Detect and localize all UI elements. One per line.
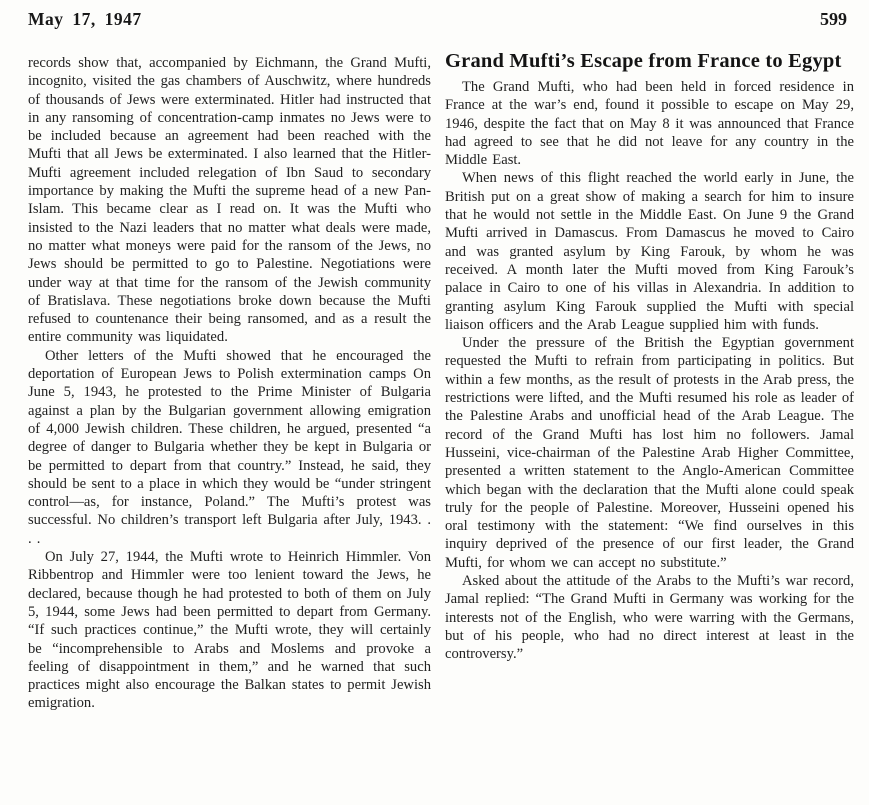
text-columns [28, 50, 854, 713]
body-paragraph: On July 27, 1944, the Mufti wrote to Heinrich Himmler. Von Ribbentrop and Himmler were too lenient toward the Jews, he declared, because though he had protested to both of them on July 5, 1944, some Jews had been permitted to depart from Germany. “If such practices continue,” the Mufti wrote, they will certainly be “incomprehensible to Arabs and Moslems and provoke a feeling of disappointment in them,” and he warned that such practices might also encourage the Balkan states to permit Jewish emigration. [28, 549, 431, 712]
body-paragraph: When news of this flight reached the world early in June, the British put on a great show of making a search for him to insure that he would not settle in the Middle East. On June 9 the Grand Mufti arrived in Damascus. From Damascus he moved to Cairo and was granted asylum by King Farouk, by whom he was received. A month later the Mufti moved from King Farouk’s palace in Cairo to one of his villas in Alexandria. In addition to granting asylum King Farouk supplied the Mufti with special liaison officers and the Arab League supplied him with funds. [445, 170, 854, 333]
page-number: 599 [820, 9, 847, 29]
body-paragraph: Other letters of the Mufti showed that he encouraged the deportation of European Jews to Polish extermination camps On June 5, 1943, he protested to the Prime Minister of Bulgaria against a plan by the Bulgarian government allowing emigration of 4,000 Jewish children. These children, he argued, presented “a degree of danger to Bulgaria whether they be kept in Bulgaria or be permitted to depart from that country.” Instead, he said, they should be sent to a place in which they would be “under stringent control—as, for instance, Poland.” The Mufti’s protest was successful. No children’s transport left Bulgaria after July, 1943. . . . [28, 347, 431, 547]
body-paragraph: Under the pressure of the British the Egyptian government requested the Mufti to refrain from participating in politics. But within a few months, as the result of protests in the Arab press, the restrictions were lifted, and the Mufti resumed his role as leader of the Palestine Arabs and unofficial head of the Arab League. The record of the Grand Mufti has lost him no followers. Jamal Husseini, vice-chairman of the Palestine Arab Higher Committee, presented a written statement to the Anglo-American Committee which began with the declaration that the Mufti alone could speak truly for the people of Palestine. Moreover, Husseini opened his oral testimony with the statement: “We find ourselves in this inquiry deprived of the presence of our first leader, the Grand Mufti, for whom we can accept no substitute.” [445, 335, 854, 571]
article-headline: Grand Mufti’s Escape from France to Egypt [445, 50, 842, 72]
right-column [445, 50, 854, 713]
body-paragraph: The Grand Mufti, who had been held in forced residence in France at the war’s end, found it possible to escape on May 29, 1946, despite the fact that on May 8 it was announced that France had agreed to see that he did not leave for any country in the Middle East. [445, 79, 854, 169]
body-paragraph: records show that, accompanied by Eichmann, the Grand Mufti, incognito, visited the gas chambers of Auschwitz, where hundreds of thousands of Jews were exterminated. Hitler had instructed that in any ransoming of concentration-camp inmates no Jews were to be included because an agreement had been reached with the Mufti that all Jews be exterminated. I also learned that the Hitler-Mufti agreement included relegation of Ibn Saud to secondary importance by making the Mufti the supreme head of a new Pan-Islam. This became clear as I read on. It was the Mufti who insisted to the Nazi leaders that no matter what deals were made, no matter what moneys were paid for the ransom of the Jews, no Jews should be permitted to go to Palestine. Negotiations were under way at that time for the ransom of the Jewish community of Bratislava. These negotiations broke down because the Mufti refused to countenance their being ransomed, and as a result the entire community was liquidated. [28, 55, 431, 346]
page-header [28, 9, 847, 30]
left-column [28, 50, 431, 713]
body-paragraph: Asked about the attitude of the Arabs to the Mufti’s war record, Jamal replied: “The Grand Mufti in Germany was working for the interests not of the English, who were warring with the Germans, but of his people, who had no direct interest at least in the controversy.” [445, 573, 854, 663]
issue-date: May 17, 1947 [28, 9, 142, 29]
